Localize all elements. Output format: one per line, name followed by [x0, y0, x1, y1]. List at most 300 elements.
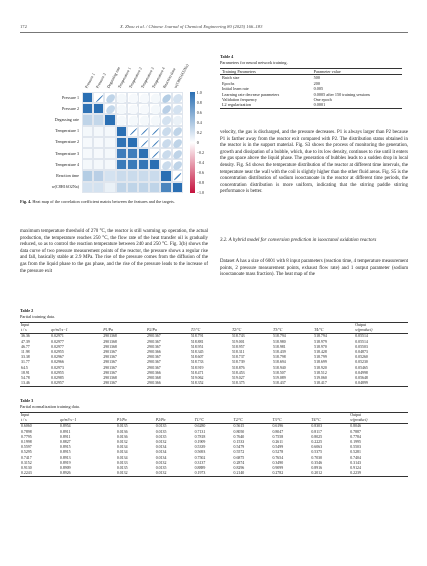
table2-cell: 0.04899: [354, 381, 408, 387]
table2-cell: 2901367: [103, 355, 117, 360]
table3-cell: 0.7818: [194, 434, 206, 439]
heatmap-cell: [149, 103, 160, 114]
heatmap-cell: [104, 126, 115, 137]
colorbar-tick: 0.2: [196, 129, 202, 135]
heatmap-ellipse: [128, 104, 139, 115]
table2-cell: 519.062: [190, 376, 204, 381]
section-paragraph: Dataset A has a size of 6001 with 8 input parameters (reaction time, 4 temperature measurement points, 2 pressure measurement points, exhaust flow rate) and 1 output parameter (sodium isooctanoate mass fraction). The heat map of the: [220, 259, 408, 278]
table3-cell: 0.7558: [272, 434, 284, 439]
table4-cell: 0.0001: [312, 102, 402, 108]
heatmap-ellipse: [96, 94, 104, 102]
colorbar-tick: 0.8: [196, 99, 202, 105]
table4-row: [220, 102, 402, 108]
heatmap-x-label: Reaction time: [161, 66, 177, 89]
table3-cell: 0.0132: [155, 460, 167, 465]
heatmap-x-label: Pressure 2: [94, 72, 107, 89]
heatmap-cell: [93, 114, 104, 125]
fig4-caption-label: Fig. 4.: [20, 199, 32, 204]
heatmap-cell: [93, 126, 104, 137]
table3-cell: 0.5295: [21, 450, 32, 455]
table3-cell: 0.2782: [271, 471, 310, 477]
table3-cell: 0.5281: [350, 450, 361, 455]
heatmap-cell: [93, 92, 104, 103]
heatmap-cell: [104, 148, 115, 159]
colorbar-tick: −0.2: [196, 149, 205, 155]
table2-cell: 518.794: [314, 334, 327, 339]
table4-cell: 200: [313, 80, 320, 86]
heatmap-ellipse: [172, 126, 183, 137]
table2-cell: 2901368: [103, 344, 117, 349]
heatmap-cell: [160, 159, 171, 170]
table4-cell: One epoch: [313, 97, 332, 103]
table2-cell: 13.46: [20, 381, 50, 387]
heatmap-ellipse: [172, 160, 183, 171]
heatmap-cell: [172, 182, 183, 193]
table3-cell: 0.7640: [233, 434, 245, 439]
table2-cell: 519.060: [314, 376, 327, 381]
heatmap-cell: [82, 182, 93, 193]
heatmap-cell: [82, 170, 93, 181]
table4-body: [220, 75, 402, 108]
table3-cell: 0.8827: [59, 440, 71, 445]
heatmap-cell: [104, 103, 115, 114]
table2-cell: 18.91: [21, 370, 30, 375]
colorbar-tick: 1.0: [196, 89, 202, 95]
table2-cell: 2901366: [147, 370, 161, 375]
table2-cell: 518.694: [273, 360, 286, 365]
heatmap-cell: [116, 92, 127, 103]
heatmap-cell: [149, 159, 160, 170]
heatmap-cell: [82, 103, 93, 114]
table2-cell: 518.352: [190, 381, 231, 387]
heatmap-cell: [172, 103, 183, 114]
table3-cell: 0.8915: [59, 450, 71, 455]
heatmap-cell: [82, 114, 93, 125]
heatmap-ellipse: [152, 150, 160, 158]
table2-cell: 2901368: [147, 376, 161, 381]
table2-cell: 518.981: [273, 344, 286, 349]
heatmap-cell: [172, 114, 183, 125]
heatmap-cell: [116, 159, 127, 170]
table3-cell: 0.8025: [311, 434, 323, 439]
table2-cell: 31.77: [21, 360, 30, 365]
table2-cell: 518.940: [273, 365, 286, 370]
table2-cell: 518.428: [314, 350, 327, 355]
table3-cell: 0.8911: [59, 429, 71, 434]
table3-cell: 0.9130: [21, 466, 32, 471]
table3-header-cell: T3/°C: [271, 418, 310, 424]
colorbar-tick: 0.6: [196, 109, 202, 115]
heatmap-cell: [116, 137, 127, 148]
table2-cell: 2901367: [147, 334, 161, 339]
table2-cell: 518.507: [273, 370, 286, 375]
table3-header-cell: T2/°C: [233, 418, 272, 424]
heatmap-y-label: Temperature 2: [55, 139, 79, 145]
table3-cell: 0.0132: [116, 440, 128, 445]
heatmap-cell: [160, 182, 171, 193]
table3-header-cell: P1/Pa: [116, 418, 155, 424]
table3-cell: 0.0134: [155, 445, 167, 450]
table2-group-output: Output: [354, 323, 408, 329]
table3-cell: 0.3490: [272, 460, 284, 465]
heatmap-cell: [116, 126, 127, 137]
correlation-heatmap: [20, 40, 220, 196]
table4-cell: Batch size: [222, 75, 240, 81]
table2-cell: 518.733: [190, 360, 204, 365]
table3-cell: 0.0132: [155, 440, 167, 445]
table2-cell: 518.980: [273, 339, 286, 344]
table2-cell: 518.951: [190, 344, 204, 349]
table3-cell: 0.0135: [155, 429, 167, 434]
heatmap-cell: [82, 137, 93, 148]
heatmap-cell: [172, 170, 183, 181]
table2-cell: 0.04873: [355, 350, 368, 355]
table4-label-text: Table 4: [220, 54, 234, 59]
table3-cell: 0.7404: [350, 455, 361, 460]
table3-cell: 0.7898: [21, 429, 32, 434]
heatmap-cell: [82, 92, 93, 103]
heatmap-cell: [127, 92, 138, 103]
table3-cell: 0.7784: [350, 434, 361, 439]
heatmap-ellipse: [172, 115, 183, 126]
colorbar-tick: −0.6: [196, 170, 205, 176]
heatmap-x-label: Temperature 4: [150, 66, 166, 89]
table3-cell: 0.6063: [311, 445, 323, 450]
table3-cell: 0.3143: [350, 460, 361, 465]
table3-cell: 0.0134: [116, 455, 128, 460]
heatmap-cell: [138, 92, 149, 103]
table2: [20, 322, 408, 387]
colorbar-tick: −0.8: [196, 180, 205, 186]
heatmap-ellipse: [161, 138, 172, 149]
table2-cell: 11.98: [21, 350, 30, 355]
table2-header-cell: T2/°C: [231, 328, 272, 334]
heatmap-cell: [172, 148, 183, 159]
heatmap-ellipse: [174, 173, 182, 181]
table2-cell: 518.791: [190, 334, 204, 339]
table2-header-cell: T4/°C: [313, 328, 354, 334]
table4-cell: 0.005: [313, 86, 324, 92]
table2-cell: 518.970: [314, 344, 327, 349]
table2-cell: 518.437: [272, 381, 313, 387]
table3-title: Partial normalization training data.: [20, 404, 80, 409]
table2-cell: 518.607: [190, 355, 204, 360]
table3-cell: 0.5693: [194, 450, 206, 455]
heatmap-cell: [149, 92, 160, 103]
table2-cell: 518.920: [314, 365, 327, 370]
right-paragraph: velocity, the gas is discharged, and the pressure decreases. P1 is always larger than P2 because P1 is farther away from the reactor exit compared with P2. The distribution status obtained in the reactor is in the support material. Fig. S3 shows the process of monitoring the generation, growth and dissipation of a bubble, which, due to its low density, continues to rise until it enters the gas space above the liquid phase. The generation of bubbles leads to a sudden drop in local density. Fig. S4 shows the temperature distribution of the reactor at different time intervals, the temperature near the wall with the coil is slightly higher than the other fluid areas. Fig. S5 is the concentration distribution of sodium isooctanoate in the reactor at different time periods, the concentration distribution is more uniform, indicating that the stirring paddle stirring performance is better.: [220, 130, 408, 195]
colorbar-tick: −0.4: [196, 160, 205, 166]
table4: [220, 68, 402, 109]
table3-cell: 0.8047: [272, 429, 284, 434]
heatmap-cell: [160, 103, 171, 114]
heatmap-x-label: Degassing rate: [105, 65, 122, 89]
table2-header-cell: qv/m3·s−1: [50, 328, 102, 334]
table2-cell: 0.02957: [50, 381, 102, 387]
table2-row: [20, 381, 408, 387]
table3-cell: 0.0135: [116, 466, 128, 471]
heatmap-cell: [138, 159, 149, 170]
table3-cell: 0.7030: [311, 455, 323, 460]
heatmap-cell: [82, 159, 93, 170]
table2-cell: 2901366: [146, 381, 190, 387]
table3-cell: 0.7887: [350, 429, 361, 434]
table2-cell: 0.02955: [51, 370, 64, 375]
table4-cell: L2 regularization: [220, 102, 312, 108]
table2-cell: 2901368: [103, 334, 117, 339]
table3-cell: 0.9124: [350, 466, 361, 471]
heatmap-cell: [104, 114, 115, 125]
heatmap-x-label: Pressure 1: [83, 72, 96, 89]
heatmap-x-label: w(C8H16O2Na): [172, 63, 190, 89]
table2-header-cell: P1/Pa: [102, 328, 146, 334]
table3-cell: 0.7131: [194, 429, 206, 434]
table2-cell: 2901368: [103, 376, 117, 381]
table3-cell: 0.8050: [233, 429, 245, 434]
table3-cell: 0.7654: [272, 455, 284, 460]
table3-cell: 0.2243: [20, 471, 59, 477]
table4-cell: Initial learn rate: [222, 86, 249, 92]
table2-cell: 47.39: [21, 339, 30, 344]
colorbar-tick: 0: [196, 139, 199, 145]
heatmap-cell: [116, 103, 127, 114]
table3-cell: 0.2140: [233, 471, 272, 477]
table2-cell: 0.05514: [355, 339, 368, 344]
heatmap-cell: [172, 126, 183, 137]
table2-cell: 0.02985: [51, 376, 64, 381]
colorbar-gradient: [190, 92, 195, 193]
heatmap-cell: [160, 148, 171, 159]
table3-cell: 0.8913: [59, 455, 71, 460]
heatmap-cell: [93, 137, 104, 148]
heatmap-ellipse: [161, 160, 172, 171]
table2-cell: 518.375: [231, 381, 272, 387]
table2-cell: 2901367: [147, 355, 161, 360]
heatmap-cell: [93, 170, 104, 181]
heatmap-ellipse: [116, 104, 127, 115]
heatmap-cell: [138, 126, 149, 137]
heatmap-cell: [149, 148, 160, 159]
section-heading: 3.2. A hybrid model for conversion prediction in isooctanol oxidation reactors: [220, 238, 377, 243]
heatmap-ellipse: [152, 128, 160, 136]
colorbar-tick: −1.0: [196, 190, 205, 196]
table2-header-cell: w(product): [354, 328, 408, 334]
table2-cell: 2901366: [147, 350, 161, 355]
table3-cell: 0.0134: [155, 450, 167, 455]
table3-header-cell: T1/°C: [194, 418, 233, 424]
heatmap-ellipse: [140, 139, 148, 147]
table4-label: [220, 54, 233, 59]
heatmap-cell: [138, 170, 149, 181]
heatmap-cell: [82, 148, 93, 159]
heatmap-cell: [104, 182, 115, 193]
table2-cell: 46.77: [21, 344, 30, 349]
table2-cell: 518.743: [231, 334, 245, 339]
table3-cell: 0.1533: [233, 440, 245, 445]
table2-header-cell: T3/°C: [272, 328, 313, 334]
table3-cell: 0.0135: [155, 466, 167, 471]
table3-cell: 0.9099: [272, 466, 284, 471]
table3-cell: 0.0133: [116, 460, 128, 465]
table2-cell: 518.794: [273, 334, 286, 339]
table2-cell: 518.453: [231, 370, 245, 375]
heatmap-cell: [127, 137, 138, 148]
heatmap-cell: [93, 148, 104, 159]
table4-cell: Learning rate decrease parameters: [222, 91, 280, 97]
heatmap-cell: [149, 114, 160, 125]
table2-cell: 2901367: [102, 381, 146, 387]
heatmap-y-label: Temperature 4: [55, 161, 79, 167]
table2-cell: 518.881: [190, 339, 204, 344]
table2-cell: 518.979: [314, 339, 327, 344]
table2-cell: 0.05503: [355, 344, 368, 349]
heatmap-ellipse: [161, 115, 172, 126]
table2-cell: 518.919: [190, 365, 204, 370]
table2-cell: 518.512: [314, 370, 327, 375]
table3-cell: 0.8911: [59, 434, 71, 439]
table3-cell: 0.8954: [59, 424, 71, 429]
table2-cell: 0.05465: [355, 365, 368, 370]
table3-group-input: Input: [20, 413, 349, 419]
table3-cell: 0.1995: [350, 440, 361, 445]
heatmap-cell: [160, 137, 171, 148]
heatmap-cell: [138, 148, 149, 159]
table2-cell: 0.04998: [355, 370, 368, 375]
table2-cell: 0.05260: [355, 355, 368, 360]
table3-cell: 0.0132: [116, 471, 155, 477]
table4-cell: 0.0005 after 150 training sessions: [313, 91, 371, 97]
table3-cell: 0.8046: [350, 424, 361, 429]
table2-group-input: Input: [20, 323, 354, 329]
table3: [20, 412, 408, 477]
table2-cell: 36.36: [21, 334, 30, 339]
heatmap-ellipse: [129, 128, 137, 136]
table3-cell: 0.7795: [21, 434, 32, 439]
heatmap-cell: [138, 182, 149, 193]
table3-cell: 0.1909: [194, 440, 206, 445]
table2-cell: 518.739: [231, 360, 245, 365]
heatmap-ellipse: [150, 104, 161, 115]
heatmap-cell: [138, 114, 149, 125]
table2-cell: 518.417: [313, 381, 354, 387]
heatmap-cell: [127, 159, 138, 170]
heatmap-cell: [116, 114, 127, 125]
header-rule: [20, 32, 408, 33]
heatmap-cell: [172, 92, 183, 103]
heatmap-ellipse: [105, 104, 116, 115]
table2-title: Partial training data.: [20, 314, 55, 319]
heatmap-cell: [127, 114, 138, 125]
table3-group-output: Output: [349, 413, 408, 419]
table3-cell: 0.5375: [311, 450, 323, 455]
table2-cell: 0.05230: [355, 360, 368, 365]
table2-cell: 518.957: [231, 344, 245, 349]
table3-cell: 0.2012: [310, 471, 349, 477]
heatmap-cell: [172, 137, 183, 148]
table3-cell: 0.5597: [21, 445, 32, 450]
heatmap-cell: [160, 92, 171, 103]
heatmap-cell: [127, 103, 138, 114]
heatmap-cell: [116, 170, 127, 181]
table3-cell: 0.0135: [116, 424, 128, 429]
heatmap-cell: [93, 182, 104, 193]
table2-cell: 2901367: [103, 370, 117, 375]
table3-cell: 0.6875: [233, 455, 245, 460]
table2-label-text: Table 2: [20, 308, 34, 313]
table3-header-cell: T4/°C: [310, 418, 349, 424]
heatmap-cell: [138, 103, 149, 114]
heatmap-ellipse: [172, 104, 183, 115]
table3-row: [20, 471, 408, 477]
table2-cell: 518.876: [231, 365, 245, 370]
heatmap-ellipse: [150, 115, 161, 126]
table2-label: [20, 308, 33, 313]
table3-cell: 0.7502: [194, 455, 206, 460]
heatmap-cell: [149, 170, 160, 181]
table2-cell: 2901367: [147, 365, 161, 370]
table3-cell: 0.0134: [116, 445, 128, 450]
table3-cell: 0.6196: [272, 424, 284, 429]
table2-cell: 518.798: [273, 355, 286, 360]
table2-cell: 518.699: [314, 360, 327, 365]
left-paragraph: maximum temperature threshold of 270 °C, the reactor is still warming up operation, the actual production, the temperature reaches 250 °C, the flow rate of the heat transfer oil is gradually reduced, so as to control the reaction temperature between 240 and 250 °C. Fig. 3(b) shows the data curve of two pressure measurement points of the reactor, the pressure shows a regular rise and fall, basically stable at 2.9 MPa. The rise of the pressure comes from the diffusion of the gas from the liquid phase to the gas phase, and the rise of the pressure leads to the increase of the pressure exit: [20, 229, 208, 274]
heatmap-cell: [127, 182, 138, 193]
table3-cell: 0.2225: [311, 440, 323, 445]
heatmap-y-label: Pressure 2: [62, 105, 79, 111]
heatmap-y-label: Degassing rate: [54, 117, 79, 122]
table2-cell: 2901367: [103, 350, 117, 355]
table2-cell: 518.345: [190, 350, 204, 355]
heatmap-y-label: Reaction time: [56, 173, 79, 178]
table3-cell: 0.0135: [155, 434, 167, 439]
heatmap-y-label: Temperature 1: [55, 128, 79, 134]
table3-cell: 0.3546: [311, 460, 323, 465]
table3-cell: 0.8303: [311, 424, 323, 429]
table3-cell: 0.7417: [21, 455, 32, 460]
table3-cell: 0.8919: [59, 460, 71, 465]
table2-cell: 0.02971: [51, 334, 64, 339]
table3-cell: 0.0135: [155, 424, 167, 429]
table2-cell: 519.089: [273, 376, 286, 381]
heatmap-x-label: Temperature 3: [139, 66, 155, 89]
table3-cell: 0.2611: [272, 440, 283, 445]
heatmap-cell: [104, 159, 115, 170]
heatmap-cell: [82, 126, 93, 137]
table4-cell: Epochs: [222, 80, 235, 86]
table2-cell: 0.02977: [51, 339, 64, 344]
table2-cell: 2901367: [147, 339, 161, 344]
table3-cell: 0.5572: [233, 450, 245, 455]
table2-cell: 2901367: [103, 360, 117, 365]
table3-cell: 0.8296: [233, 466, 245, 471]
table3-header-cell: t / s: [20, 418, 59, 424]
running-title: X. Zhou et al. / Chinese Journal of Chemical Engineering 80 (2025) 166–183: [120, 24, 263, 29]
heatmap-ellipse: [172, 138, 183, 149]
heatmap-cell: [93, 103, 104, 114]
table3-cell: 0.5615: [233, 424, 245, 429]
heatmap-ellipse: [152, 139, 160, 147]
heatmap-cell: [127, 126, 138, 137]
table3-cell: 0.0132: [155, 471, 194, 477]
table2-cell: 518.439: [273, 350, 286, 355]
table2-cell: 33.38: [21, 355, 30, 360]
heatmap-cell: [93, 159, 104, 170]
table2-cell: 518.799: [314, 355, 327, 360]
heatmap-cell: [149, 182, 160, 193]
table2-cell: 2901367: [147, 344, 161, 349]
table4-cell: Validation frequency: [222, 97, 257, 103]
table3-cell: 0.0134: [155, 455, 167, 460]
